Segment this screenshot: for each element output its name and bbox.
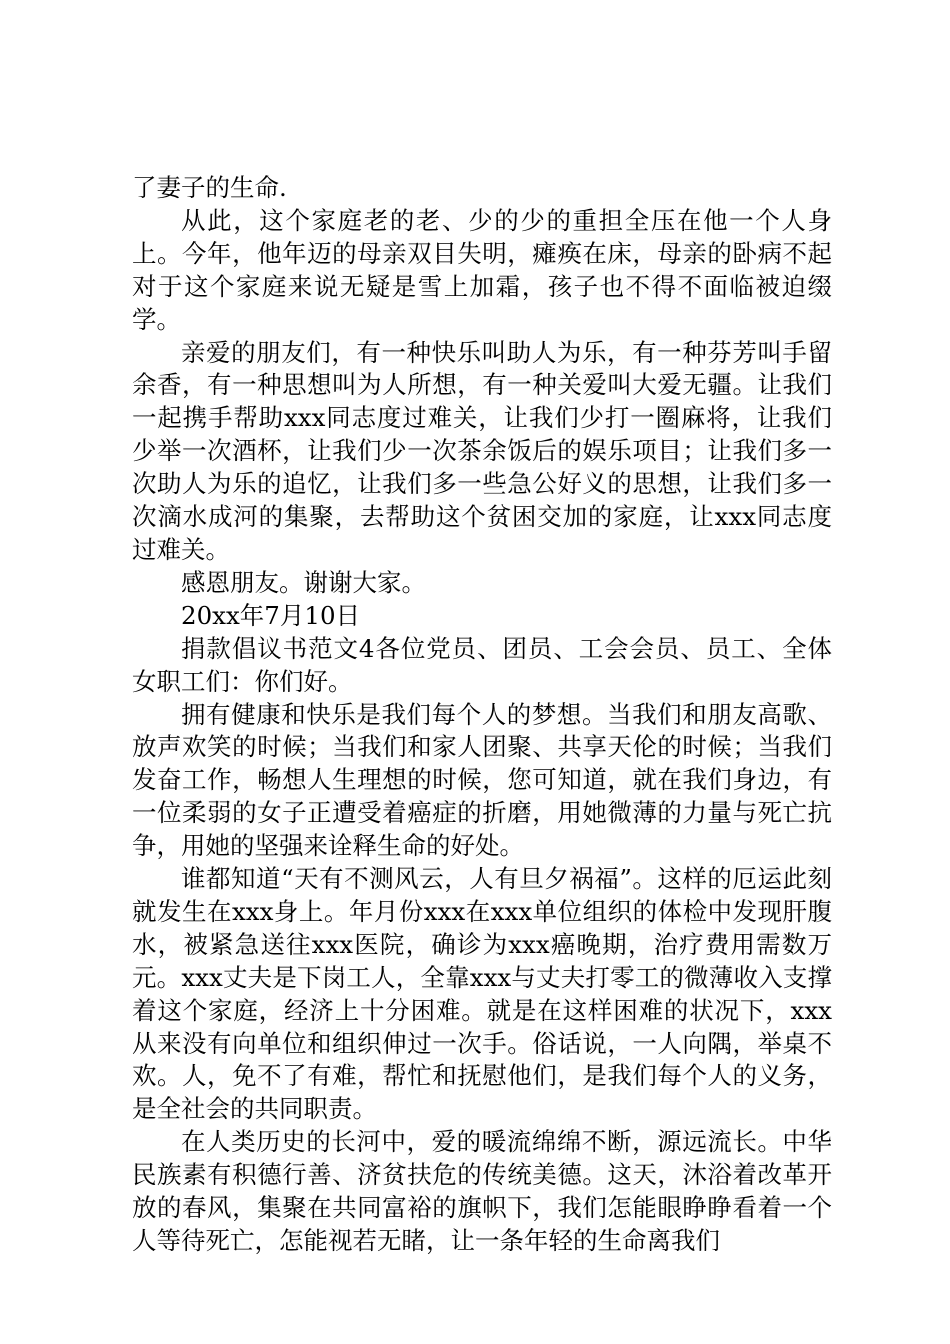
paragraph-9: 在人类历史的长河中，爱的暖流绵绵不断，源远流长。中华民族素有积德行善、济贫扶危的传统美德。这天，沐浴着改革开放的春风，集聚在共同富裕的旗帜下，我们怎能眼睁睁看着一个人等待死亡，怎能视若无睹，让一条年轻的生命离我们 <box>132 1127 832 1255</box>
paragraph-1: 了妻子的生命. <box>132 173 287 202</box>
paragraph-8: 谁都知道“天有不测风云，人有旦夕祸福”。这样的厄运此刻就发生在xxx身上。年月份xxx在xxx单位组织的体检中发现肝腹水，被紧急送往xxx医院，确诊为xxx癌晚期，治疗费用需数万元。xxx丈夫是下岗工人，全靠xxx与丈夫打零工的微薄收入支撑着这个家庭，经济上十分困难。就是在这样困难的状况下，xxx从来没有向单位和组织伸过一次手。俗话说，一人向隅，举桌不欢。人，免不了有难，帮忙和抚慰他们，是我们每个人的义务，是全社会的共同职责。 <box>132 864 832 1124</box>
paragraph-7: 拥有健康和快乐是我们每个人的梦想。当我们和朋友高歌、放声欢笑的时候；当我们和家人团聚、共享天伦的时候；当我们发奋工作，畅想人生理想的时候，您可知道，就在我们身边，有一位柔弱的女子正遭受着癌症的折磨，用她微薄的力量与死亡抗争，用她的坚强来诠释生命的好处。 <box>132 699 832 861</box>
paragraph-3: 亲爱的朋友们，有一种快乐叫助人为乐，有一种芬芳叫手留余香，有一种思想叫为人所想，有一种关爱叫大爱无疆。让我们一起携手帮助xxx同志度过难关，让我们少打一圈麻将，让我们少举一次酒杯，让我们少一次茶余饭后的娱乐项目；让我们多一次助人为乐的追忆，让我们多一些急公好义的思想，让我们多一次滴水成河的集聚，去帮助这个贫困交加的家庭，让xxx同志度过难关。 <box>132 337 832 564</box>
paragraph-2: 从此，这个家庭老的老、少的少的重担全压在他一个人身上。今年，他年迈的母亲双目失明，瘫痪在床，母亲的卧病不起对于这个家庭来说无疑是雪上加霜，孩子也不得不面临被迫缀学。 <box>132 205 832 334</box>
paragraph-6: 捐款倡议书范文4各位党员、团员、工会会员、员工、全体女职工们：你们好。 <box>132 633 832 696</box>
paragraph-4: 感恩朋友。谢谢大家。 <box>181 567 426 597</box>
document-body <box>132 172 832 1258</box>
date-line: 20xx年7月10日 <box>181 600 361 630</box>
